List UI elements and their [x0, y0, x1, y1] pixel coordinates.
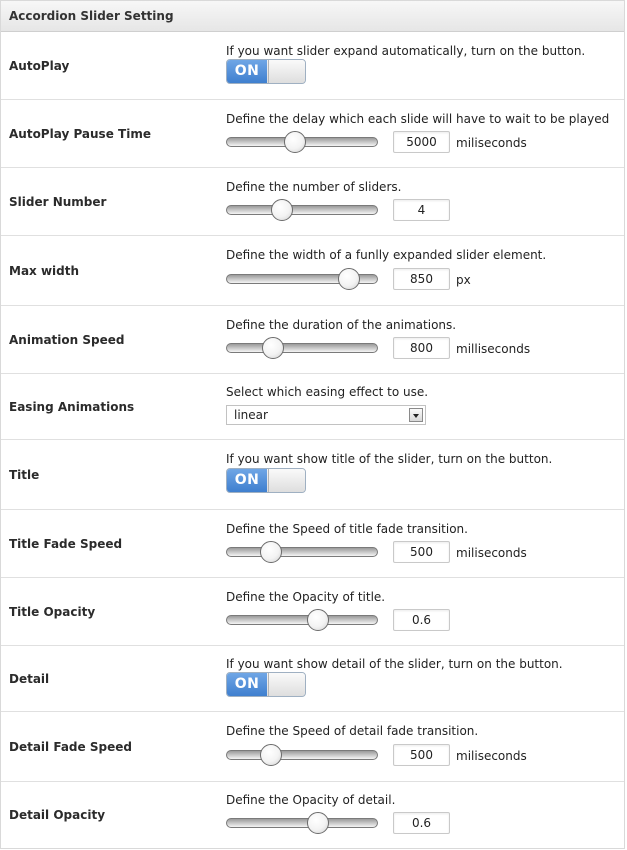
setting-label: Detail [9, 671, 50, 686]
setting-description: Define the Speed of title fade transition. [226, 522, 468, 536]
setting-row-autoplay [1, 32, 624, 100]
setting-row-detail [1, 646, 624, 712]
detail-opacity-slider[interactable] [226, 818, 378, 828]
setting-row-title [1, 440, 624, 510]
detail-opacity-value-input[interactable]: 0.6 [393, 812, 450, 834]
unit-label: milliseconds [456, 342, 531, 356]
slider-thumb[interactable] [260, 541, 282, 563]
setting-control-area [226, 510, 624, 577]
setting-control-area [226, 712, 624, 781]
setting-description: Define the Speed of detail fade transition. [226, 724, 479, 738]
setting-row-detail-fade-speed [1, 712, 624, 782]
setting-control-area [226, 306, 624, 373]
setting-description: Define the duration of the animations. [226, 318, 457, 332]
setting-description: Define the Opacity of detail. [226, 793, 396, 807]
setting-label: AutoPlay [9, 58, 70, 73]
setting-description: If you want slider expand automatically, turn on the button. [226, 44, 586, 58]
setting-row-max-width [1, 236, 624, 306]
autoplay-toggle[interactable] [226, 59, 306, 84]
max-width-slider[interactable] [226, 274, 378, 284]
setting-row-easing-animations [1, 374, 624, 440]
slider-thumb[interactable] [338, 268, 360, 290]
setting-description: If you want show title of the slider, turn on the button. [226, 452, 553, 466]
setting-control-area [226, 646, 624, 711]
setting-label: Slider Number [9, 194, 107, 209]
slider-thumb[interactable] [260, 744, 282, 766]
setting-label: Detail Opacity [9, 808, 106, 822]
settings-list [1, 32, 624, 849]
unit-label: miliseconds [456, 136, 527, 150]
title-toggle[interactable] [226, 468, 306, 493]
setting-row-detail-opacity [1, 782, 624, 849]
setting-label: AutoPlay Pause Time [9, 126, 151, 141]
toggle-knob[interactable] [268, 60, 305, 83]
slider-thumb[interactable] [271, 199, 293, 221]
slider-thumb[interactable] [307, 609, 329, 631]
setting-description: Define the width of a funlly expanded slider element. [226, 248, 547, 262]
setting-label: Animation Speed [9, 332, 125, 347]
easing-animations-select[interactable] [226, 405, 426, 425]
setting-label: Title [9, 467, 40, 482]
detail-fade-speed-slider[interactable] [226, 750, 378, 760]
title-fade-speed-slider[interactable] [226, 547, 378, 557]
title-opacity-value-input[interactable]: 0.6 [393, 609, 450, 631]
slider-number-slider[interactable] [226, 205, 378, 215]
setting-control-area [226, 236, 624, 305]
setting-control-area [226, 100, 624, 167]
toggle-state-label: ON [227, 469, 267, 492]
slider-thumb[interactable] [262, 337, 284, 359]
setting-description: If you want show detail of the slider, turn on the button. [226, 657, 563, 671]
chevron-down-icon[interactable] [409, 408, 423, 422]
setting-row-slider-number [1, 168, 624, 236]
unit-label: miliseconds [456, 749, 527, 763]
toggle-state-label: ON [227, 673, 267, 696]
max-width-value-input[interactable]: 850 [393, 268, 450, 290]
animation-speed-slider[interactable] [226, 343, 378, 353]
setting-control-area [226, 168, 624, 235]
detail-toggle[interactable] [226, 672, 306, 697]
toggle-state-label: ON [227, 60, 267, 83]
title-fade-speed-value-input[interactable]: 500 [393, 541, 450, 563]
setting-control-area [226, 440, 624, 509]
unit-label: miliseconds [456, 546, 527, 560]
autoplay-pause-time-slider[interactable] [226, 137, 378, 147]
title-opacity-slider[interactable] [226, 615, 378, 625]
setting-row-title-fade-speed [1, 510, 624, 578]
setting-label: Title Opacity [9, 604, 96, 619]
setting-label: Easing Animations [9, 399, 135, 414]
setting-control-area [226, 578, 624, 645]
slider-thumb[interactable] [307, 812, 329, 834]
setting-control-area [226, 374, 624, 439]
animation-speed-value-input[interactable]: 800 [393, 337, 450, 359]
setting-label: Detail Fade Speed [9, 739, 132, 754]
setting-label: Title Fade Speed [9, 536, 123, 551]
setting-row-title-opacity [1, 578, 624, 646]
slider-number-value-input[interactable]: 4 [393, 199, 450, 221]
setting-description: Define the delay which each slide will have to wait to be played [226, 112, 610, 126]
setting-description: Define the number of sliders. [226, 180, 402, 194]
select-value: linear [234, 408, 268, 422]
slider-thumb[interactable] [284, 131, 306, 153]
toggle-knob[interactable] [268, 673, 305, 696]
autoplay-pause-time-value-input[interactable]: 5000 [393, 131, 450, 153]
setting-description: Define the Opacity of title. [226, 590, 386, 604]
setting-control-area [226, 32, 624, 99]
toggle-knob[interactable] [268, 469, 305, 492]
detail-fade-speed-value-input[interactable]: 500 [393, 744, 450, 766]
unit-label: px [456, 273, 471, 287]
setting-control-area [226, 782, 624, 848]
setting-row-animation-speed [1, 306, 624, 374]
setting-row-autoplay-pause-time [1, 100, 624, 168]
setting-description: Select which easing effect to use. [226, 385, 429, 399]
panel-title: Accordion Slider Setting [1, 0, 624, 32]
setting-label: Max width [9, 263, 80, 278]
